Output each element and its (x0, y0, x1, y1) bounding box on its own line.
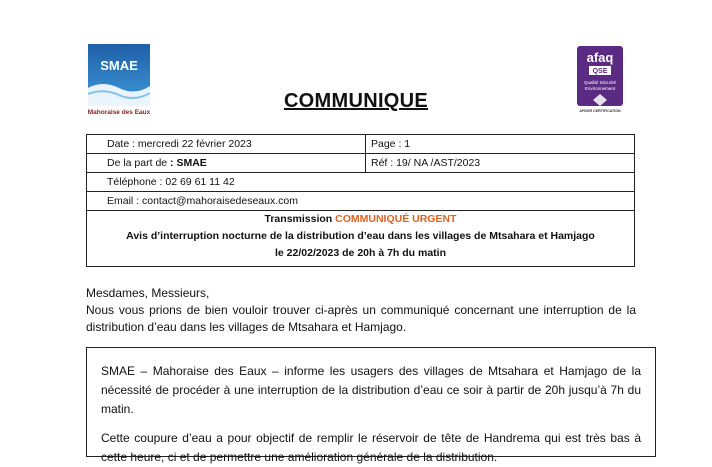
smae-logo-text: SMAE (100, 58, 138, 73)
page-cell: Page : 1 (371, 138, 411, 150)
afaq-cert-text: AFNOR CERTIFICATION (579, 109, 621, 113)
afaq-line1-text: Qualité Sécurité (583, 80, 617, 85)
afaq-line2-text: Environnement (584, 86, 616, 91)
from-cell (87, 154, 366, 172)
from-value: : SMAE (170, 157, 207, 169)
from-prefix: De la part de (107, 157, 171, 169)
message-paragraph-1: SMAE – Mahoraise des Eaux – informe les usagers des villages de Mtsahara et Hamjago de la nécessité de procéder à une interruption de la distribution d’eau ce soir à partir de 20h jusqu’à 7h du matin. (101, 364, 641, 416)
info-row-from (87, 154, 634, 173)
info-row-phone (87, 173, 634, 192)
intro-paragraph: Nous vous prions de bien vouloir trouver ci-après un communiqué concernant une interruption de la distribution d’eau dans les villages de Mtsahara et Hamjago. (86, 303, 636, 334)
phone-cell: Téléphone : 02 69 61 11 42 (107, 176, 235, 188)
date-cell: Date : mercredi 22 février 2023 (87, 135, 366, 153)
email-cell: Email : contact@mahoraisedeseaux.com (107, 195, 298, 207)
info-row-date (87, 135, 634, 154)
notice-line-1: Avis d’interruption nocturne de la distribution d’eau dans les villages de Mtsahara et Hamjago (126, 230, 595, 242)
message-paragraph-2: Cette coupure d’eau a pour objectif de remplir le réservoir de tête de Handrema qui est très bas à cette heure, ci et de permettre une amélioration générale de la distribution. (101, 431, 641, 464)
transmission-block (87, 211, 634, 262)
message-box (86, 347, 656, 464)
salutation: Mesdames, Messieurs, (86, 286, 210, 300)
ref-cell: Réf : 19/ NA /AST/2023 (371, 157, 481, 169)
afaq-logo-text: afaq (586, 50, 614, 65)
urgent-label: COMMUNIQUÉ URGENT (335, 213, 457, 225)
info-table (86, 134, 635, 267)
transmission-prefix: Transmission (264, 213, 336, 225)
notice-line-2: le 22/02/2023 de 20h à 7h du matin (275, 247, 446, 259)
afaq-qse-text: QSE (592, 68, 608, 75)
info-row-email (87, 192, 634, 211)
page-title: COMMUNIQUE (283, 90, 429, 112)
smae-logo-caption: Mahoraise des Eaux (87, 109, 151, 116)
